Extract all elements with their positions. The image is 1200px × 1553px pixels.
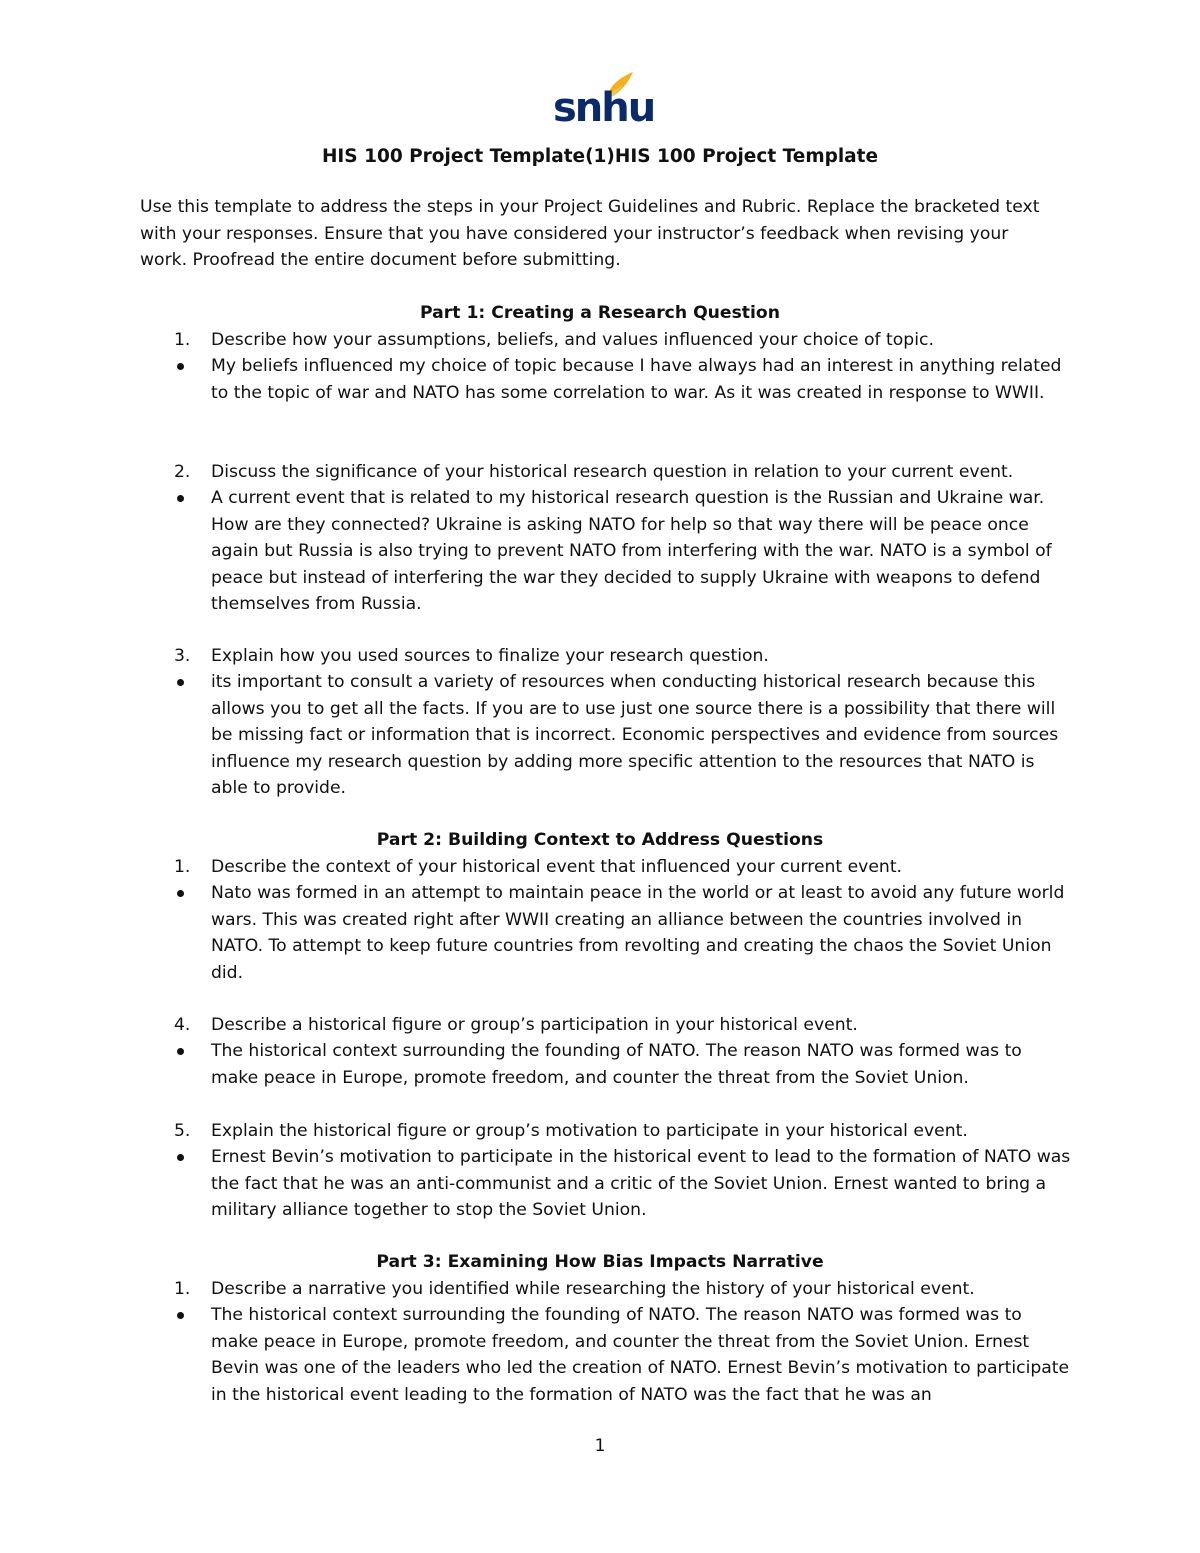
bullet-icon <box>177 1048 184 1055</box>
answer-text: A current event that is related to my historical research question is the Russian and Ukraine war. How are they connected? Ukraine is asking NATO for help so that way there will be peace once again but Russia is also trying to prevent NATO from interfering with the war. NATO is a symbol of peace but instead of interfering the war they decided to supply Ukraine with weapons to defend themselves from Russia. <box>211 488 1052 614</box>
question-text: Describe a historical figure or group’s participation in your historical event. <box>211 1015 858 1035</box>
question-text: Describe the context of your historical event that influenced your current event. <box>211 857 903 877</box>
answer-text: its important to consult a variety of resources when conducting historical research because this allows you to get all the facts. If you are to use just one source there is a possibility that there will be missing fact or information that is incorrect. Economic perspectives and evidence from sources influence my research question by adding more specific attention to the resources that NATO is able to provide. <box>211 672 1059 798</box>
answer-text: My beliefs influenced my choice of topic because I have always had an interest in anything related to the topic of war and NATO has some correlation to war. As it was created in response to WWII. <box>211 356 1062 403</box>
bullet-icon <box>177 495 184 502</box>
intro-paragraph: Use this template to address the steps in your Project Guidelines and Rubric. Replace the bracketed text with your responses. Ensure that you have considered your instructor’s feedback when revising your work. Proofread the entire document before submitting. <box>140 197 1040 270</box>
question-number: 1. <box>174 857 191 877</box>
question-number: 5. <box>174 1121 191 1141</box>
question-text: Explain how you used sources to finalize your research question. <box>211 646 769 666</box>
part2-heading: Part 2: Building Context to Address Questions <box>376 830 824 850</box>
part1-heading: Part 1: Creating a Research Question <box>420 303 780 323</box>
bullet-icon <box>177 1154 184 1161</box>
snhu-logo <box>553 70 655 134</box>
document-title: HIS 100 Project Template(1)HIS 100 Project Template <box>321 146 879 167</box>
answer-text: The historical context surrounding the founding of NATO. The reason NATO was formed was to make peace in Europe, promote freedom, and counter the threat from the Soviet Union. <box>211 1041 1022 1088</box>
bullet-icon <box>177 363 184 370</box>
question-number: 1. <box>174 1279 191 1299</box>
bullet-icon <box>177 1312 184 1319</box>
answer-text: The historical context surrounding the founding of NATO. The reason NATO was formed was to make peace in Europe, promote freedom, and counter the threat from the Soviet Union. Ernest Bevin was one of the leaders who led the creation of NATO. Ernest Bevin’s motivation to participate in the historical event leading to the formation of NATO was the fact that he was an <box>211 1305 1070 1405</box>
question-text: Describe a narrative you identified while researching the history of your historical event. <box>211 1279 975 1299</box>
question-text: Describe how your assumptions, beliefs, and values influenced your choice of topic. <box>211 330 934 350</box>
question-text: Discuss the significance of your historical research question in relation to your current event. <box>211 462 1014 482</box>
part3-heading: Part 3: Examining How Bias Impacts Narrative <box>376 1252 824 1272</box>
question-number: 1. <box>174 330 191 350</box>
question-text: Explain the historical figure or group’s motivation to participate in your historical event. <box>211 1121 968 1141</box>
question-number: 4. <box>174 1015 191 1035</box>
logo-wordmark: snhu <box>553 85 655 131</box>
answer-text: Nato was formed in an attempt to maintain peace in the world or at least to avoid any future world wars. This was created right after WWII creating an alliance between the countries involved in NATO. To attempt to keep future countries from revolting and creating the chaos the Soviet Union did. <box>211 883 1065 983</box>
question-number: 3. <box>174 646 191 666</box>
bullet-icon <box>177 890 184 897</box>
bullet-icon <box>177 679 184 686</box>
answer-text: Ernest Bevin’s motivation to participate in the historical event to lead to the formation of NATO was the fact that he was an anti-communist and a critic of the Soviet Union. Ernest wanted to bring a military alliance together to stop the Soviet Union. <box>211 1147 1071 1220</box>
page-number: 1 <box>594 1436 606 1456</box>
question-number: 2. <box>174 462 191 482</box>
